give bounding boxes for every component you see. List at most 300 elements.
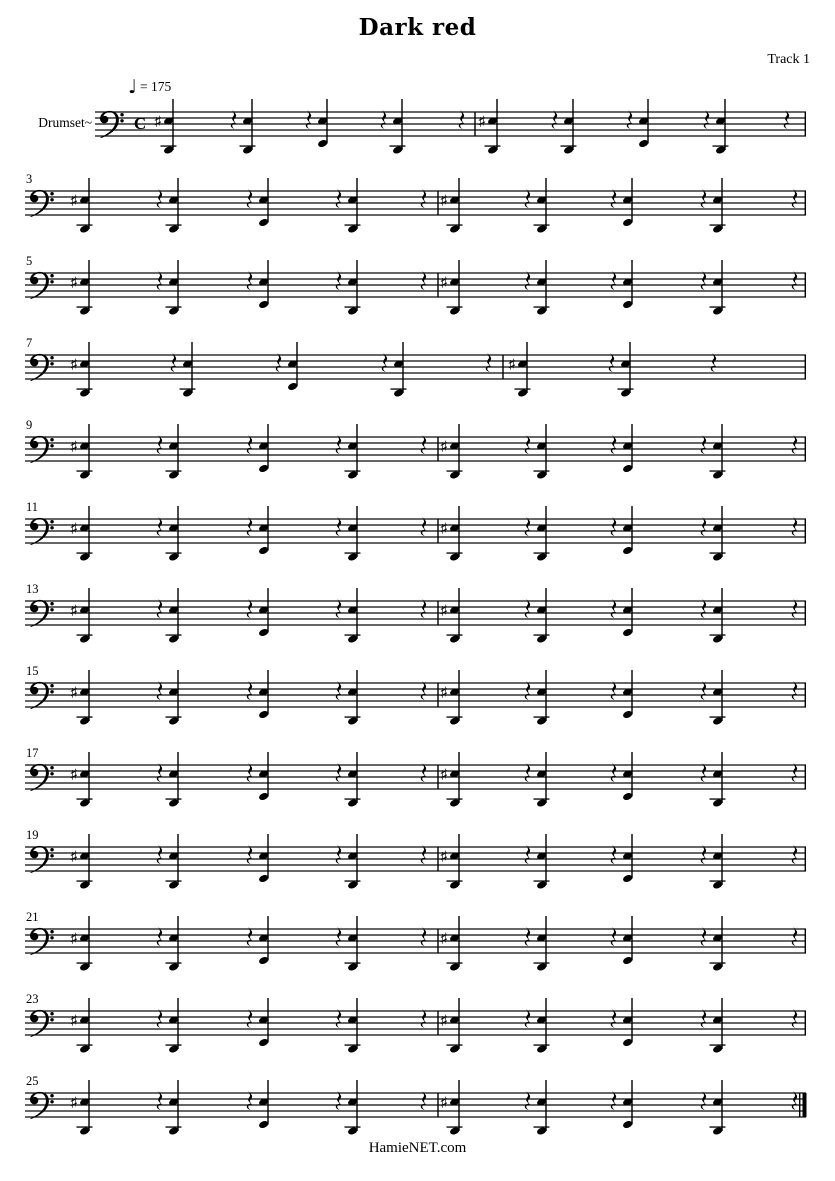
staff-line [25,858,806,859]
note-event [441,424,463,480]
note-event [71,260,93,316]
quarter-rest [247,681,253,700]
quarter-rest [525,271,531,290]
note-event [71,752,93,808]
staff-system [0,897,835,979]
note-stem [251,99,252,150]
note-event [382,342,407,398]
ledger-line [391,388,407,389]
note-event [525,506,550,562]
quarter-rest [421,763,427,782]
note-stem [721,998,722,1049]
ledger-line [166,306,182,307]
staff-line [25,1116,806,1117]
note-stem [88,588,89,639]
note-event [525,752,550,808]
ledger-line [77,716,93,717]
note-event [441,998,463,1054]
measure-number: 9 [26,418,33,432]
ledger-line [77,880,93,881]
ledger-line [710,470,726,471]
staff-line [25,618,806,619]
ledger-line [447,716,463,717]
ledger-line [161,145,177,146]
staff-line [25,600,806,601]
note-event [71,834,93,890]
note-stem [88,178,89,229]
note-event [701,752,726,808]
staff-system [0,405,835,487]
note-stem [88,752,89,803]
note-event [336,424,361,480]
quarter-rest [701,1009,707,1028]
note-event [157,424,182,480]
note-stem [177,916,178,967]
ledger-line [447,552,463,553]
note-event [157,834,182,890]
staff-line [25,1022,806,1023]
sharp-accidental: ♯ [70,684,78,700]
ledger-line [77,962,93,963]
note-event [525,916,550,972]
staff-line [25,946,806,947]
staff-line [25,448,806,449]
quarter-rest [627,110,633,129]
note-stem [545,424,546,475]
sharp-accidental: ♯ [70,520,78,536]
staff-system [0,1061,835,1143]
note-stem [545,588,546,639]
common-time-signature: C [133,114,147,133]
staff-line [25,764,806,765]
sharp-accidental: ♯ [440,438,448,454]
staff-line [25,934,806,935]
quarter-rest [525,681,531,700]
note-event [71,670,93,726]
quarter-note-icon: ♩ [128,76,137,98]
note-stem [526,342,527,393]
note-stem [721,506,722,557]
quarter-rest [157,599,163,618]
note-event [525,588,550,644]
quarter-rest [711,353,717,372]
note-stem [401,99,402,150]
quarter-rest [336,927,342,946]
note-stem [88,670,89,721]
quarter-rest [247,1091,253,1110]
quarter-rest [701,845,707,864]
staff-system [0,569,835,651]
end-barline [805,601,806,625]
note-event [441,834,463,890]
ledger-line [77,552,93,553]
note-stem [721,260,722,311]
ledger-line [710,716,726,717]
quarter-rest [421,517,427,536]
quarter-rest [525,845,531,864]
quarter-rest [336,1091,342,1110]
sharp-accidental: ♯ [70,438,78,454]
note-stem [721,752,722,803]
staff-line [25,1104,806,1105]
quarter-rest [336,517,342,536]
note-event [525,998,550,1054]
note-event [231,99,256,155]
ledger-line [447,962,463,963]
note-event [157,588,182,644]
sharp-accidental: ♯ [440,766,448,782]
note-event [336,1080,361,1136]
end-barline [805,437,806,461]
note-event [704,99,729,155]
quarter-rest [792,845,798,864]
staff-line [25,870,806,871]
staff-line [25,360,806,361]
staff-line [25,624,806,625]
measure-number: 19 [26,828,39,842]
quarter-rest [421,1009,427,1028]
quarter-rest [421,681,427,700]
ledger-line [345,470,361,471]
quarter-rest [336,189,342,208]
note-stem [191,342,192,393]
quarter-rest [336,845,342,864]
end-barline [805,273,806,297]
quarter-rest [421,927,427,946]
staff-line [25,606,806,607]
note-stem [496,99,497,150]
note-stem [545,670,546,721]
quarter-rest [525,189,531,208]
ledger-line [166,1044,182,1045]
ledger-line [77,388,93,389]
ledger-line [534,224,550,225]
note-event [381,99,406,155]
sharp-accidental: ♯ [440,192,448,208]
staff-line [25,284,806,285]
track-label: Track 1 [767,52,810,67]
note-stem [458,588,459,639]
ledger-line [345,552,361,553]
staff-system [0,733,835,815]
end-barline [805,683,806,707]
sharp-accidental: ♯ [70,1094,78,1110]
ledger-line [534,962,550,963]
quarter-rest [792,435,798,454]
staff-line [25,952,806,953]
barline [437,683,438,707]
ledger-line [561,145,577,146]
note-stem [88,834,89,885]
quarter-rest [611,1009,617,1028]
quarter-rest [382,353,388,372]
staff-line [95,129,806,130]
ledger-line [345,1126,361,1127]
quarter-rest [157,845,163,864]
final-barline-thin [799,1093,800,1117]
note-event [701,834,726,890]
barline [437,765,438,789]
ledger-line [713,145,729,146]
quarter-rest [421,435,427,454]
staff-line [25,1034,806,1035]
ledger-line [534,634,550,635]
note-stem [356,588,357,639]
note-event [71,424,93,480]
ledger-line [447,470,463,471]
staff-line [25,846,806,847]
note-stem [545,998,546,1049]
end-barline [805,929,806,953]
ledger-line [180,388,196,389]
quarter-rest [157,517,163,536]
staff-line [95,135,806,136]
sharp-accidental: ♯ [440,1012,448,1028]
measure-number: 21 [26,910,39,924]
ledger-line [710,1044,726,1045]
measure-number: 15 [26,664,39,678]
note-event [336,834,361,890]
quarter-rest [525,599,531,618]
note-event [71,178,93,234]
staff-line [25,1010,806,1011]
note-stem [172,99,173,150]
staff-line [25,296,806,297]
note-stem [721,178,722,229]
note-stem [88,1080,89,1131]
quarter-rest [336,1009,342,1028]
ledger-line [534,716,550,717]
measure-number: 23 [26,992,39,1006]
staff-line [25,536,806,537]
staff-line [25,1098,806,1099]
quarter-rest [552,110,558,129]
quarter-rest [157,681,163,700]
note-stem [458,1080,459,1131]
note-stem [177,670,178,721]
ledger-line [447,798,463,799]
quarter-rest [157,927,163,946]
quarter-rest [701,763,707,782]
note-stem [177,1080,178,1131]
quarter-rest [336,763,342,782]
note-stem [402,342,403,393]
note-event [441,752,463,808]
note-stem [88,998,89,1049]
note-stem [177,588,178,639]
quarter-rest [525,435,531,454]
staff-line [25,770,806,771]
note-event [336,178,361,234]
staff-line [25,442,806,443]
ledger-line [447,880,463,881]
ledger-line [345,306,361,307]
note-stem [177,424,178,475]
note-stem [721,1080,722,1131]
note-event [701,670,726,726]
ledger-line [534,470,550,471]
staff-line [25,290,806,291]
note-stem [458,998,459,1049]
quarter-rest [792,599,798,618]
staff-line [25,542,806,543]
ledger-line [710,306,726,307]
sharp-accidental: ♯ [440,684,448,700]
staff-line [95,117,806,118]
ledger-line [166,552,182,553]
note-event [157,998,182,1054]
staff-line [25,706,806,707]
note-event [525,670,550,726]
staff-line [25,378,806,379]
note-event [155,99,177,155]
staff-line [25,354,806,355]
note-stem [88,260,89,311]
staff-line [25,190,806,191]
quarter-rest [421,599,427,618]
measure-number: 17 [26,746,39,760]
quarter-rest [336,271,342,290]
note-event [157,670,182,726]
ledger-line [710,224,726,225]
quarter-rest [611,435,617,454]
instrument-label: Drumset~ [38,115,92,130]
barline [474,112,475,136]
ledger-line [515,388,531,389]
note-stem [356,424,357,475]
staff-line [95,123,806,124]
quarter-rest [611,763,617,782]
staff-line [25,1028,806,1029]
note-stem [88,424,89,475]
staff-line [25,694,806,695]
note-event [701,178,726,234]
ledger-line [534,798,550,799]
ledger-line [710,880,726,881]
quarter-rest [609,353,615,372]
note-event [525,178,550,234]
sharp-accidental: ♯ [440,848,448,864]
note-event [441,178,463,234]
quarter-rest [421,845,427,864]
sharp-accidental: ♯ [70,766,78,782]
quarter-rest [701,271,707,290]
note-event [441,260,463,316]
note-stem [545,752,546,803]
barline [437,519,438,543]
note-stem [356,178,357,229]
quarter-rest [381,110,387,129]
note-event [71,916,93,972]
note-stem [356,260,357,311]
quarter-rest [157,763,163,782]
quarter-rest [792,1009,798,1028]
note-event [701,998,726,1054]
ledger-line [710,552,726,553]
ledger-line [534,880,550,881]
note-stem [545,506,546,557]
end-barline [805,765,806,789]
ledger-line [447,224,463,225]
staff-system [0,979,835,1061]
quarter-rest [611,845,617,864]
note-stem [88,916,89,967]
note-stem [177,178,178,229]
ledger-line [534,1126,550,1127]
note-stem [458,506,459,557]
staff-line [25,436,806,437]
note-event [336,916,361,972]
staff-line [25,776,806,777]
note-stem [545,178,546,229]
barline [437,847,438,871]
quarter-rest [157,271,163,290]
note-stem [545,260,546,311]
sharp-accidental: ♯ [70,192,78,208]
sharp-accidental: ♯ [70,1012,78,1028]
quarter-rest [231,110,237,129]
sharp-accidental: ♯ [508,356,516,372]
ledger-line [345,880,361,881]
barline [437,601,438,625]
sharp-accidental: ♯ [440,274,448,290]
quarter-rest [336,599,342,618]
ledger-line [166,716,182,717]
staff-system [0,651,835,733]
quarter-rest [421,1091,427,1110]
ledger-line [345,224,361,225]
ledger-line [534,552,550,553]
quarter-rest [611,927,617,946]
staff-line [25,460,806,461]
note-stem [629,342,630,393]
end-barline [805,847,806,871]
staff-line [25,788,806,789]
ledger-line [77,224,93,225]
note-event [609,342,634,398]
staff-line [25,272,806,273]
note-stem [177,998,178,1049]
quarter-rest [704,110,710,129]
note-stem [458,178,459,229]
note-stem [545,1080,546,1131]
note-event [71,998,93,1054]
quarter-rest [792,189,798,208]
note-event [525,1080,550,1136]
end-barline [805,112,806,136]
note-event [71,588,93,644]
note-stem [545,834,546,885]
staff-line [95,111,806,112]
quarter-rest [611,517,617,536]
quarter-rest [157,435,163,454]
ledger-line [485,145,501,146]
quarter-rest [525,517,531,536]
quarter-rest [157,1091,163,1110]
sharp-accidental: ♯ [478,113,486,129]
quarter-rest [247,845,253,864]
barline [437,273,438,297]
note-event [441,916,463,972]
sharp-accidental: ♯ [440,520,448,536]
measure-number: 3 [26,172,33,186]
ledger-line [710,962,726,963]
staff-line [25,214,806,215]
note-event [171,342,196,398]
tempo-value: = 175 [139,79,172,94]
quarter-rest [792,681,798,700]
note-event [71,506,93,562]
